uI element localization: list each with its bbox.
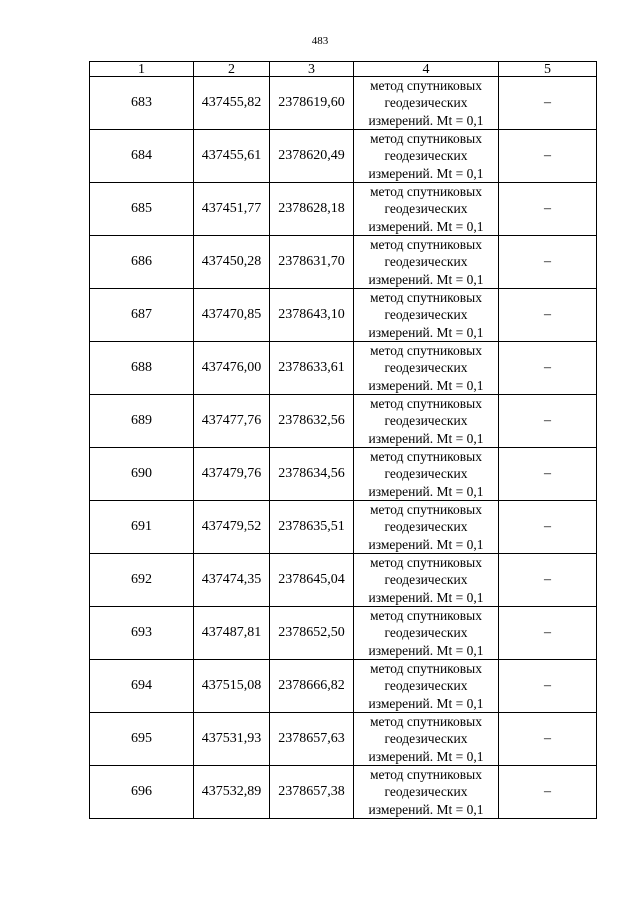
point-number-cell: 689 — [90, 395, 194, 448]
x-coordinate-cell: 437455,82 — [194, 77, 270, 130]
point-number-cell: 688 — [90, 342, 194, 395]
point-number-cell: 692 — [90, 554, 194, 607]
method-cell: метод спутниковых геодезических измерений. Mt = 0,1 — [354, 554, 499, 607]
y-coordinate-cell: 2378631,70 — [270, 236, 354, 289]
y-coordinate-cell: 2378633,61 — [270, 342, 354, 395]
x-coordinate-cell: 437470,85 — [194, 289, 270, 342]
header-row — [90, 62, 597, 77]
table-row — [90, 342, 597, 395]
x-coordinate-cell: 437474,35 — [194, 554, 270, 607]
y-coordinate-cell: 2378657,63 — [270, 713, 354, 766]
table-row — [90, 395, 597, 448]
point-number-cell: 696 — [90, 766, 194, 819]
point-number-cell: 690 — [90, 448, 194, 501]
y-coordinate-cell: 2378619,60 — [270, 77, 354, 130]
table-row — [90, 448, 597, 501]
y-coordinate-cell: 2378657,38 — [270, 766, 354, 819]
column-header-5: 5 — [499, 62, 597, 77]
y-coordinate-cell: 2378620,49 — [270, 130, 354, 183]
y-coordinate-cell: 2378666,82 — [270, 660, 354, 713]
point-number-cell: 687 — [90, 289, 194, 342]
table-body — [90, 77, 597, 819]
x-coordinate-cell: 437450,28 — [194, 236, 270, 289]
page-number: 483 — [311, 35, 329, 47]
table-row — [90, 289, 597, 342]
note-cell: – — [499, 289, 597, 342]
table-row — [90, 554, 597, 607]
point-number-cell: 693 — [90, 607, 194, 660]
note-cell: – — [499, 395, 597, 448]
table-row — [90, 607, 597, 660]
column-header-2: 2 — [194, 62, 270, 77]
point-number-cell: 686 — [90, 236, 194, 289]
table-row — [90, 766, 597, 819]
x-coordinate-cell: 437451,77 — [194, 183, 270, 236]
method-cell: метод спутниковых геодезических измерений. Mt = 0,1 — [354, 342, 499, 395]
y-coordinate-cell: 2378628,18 — [270, 183, 354, 236]
method-cell: метод спутниковых геодезических измерений. Mt = 0,1 — [354, 77, 499, 130]
x-coordinate-cell: 437531,93 — [194, 713, 270, 766]
note-cell: – — [499, 607, 597, 660]
method-cell: метод спутниковых геодезических измерений. Mt = 0,1 — [354, 501, 499, 554]
table-row — [90, 713, 597, 766]
method-cell: метод спутниковых геодезических измерений. Mt = 0,1 — [354, 236, 499, 289]
method-cell: метод спутниковых геодезических измерений. Mt = 0,1 — [354, 183, 499, 236]
x-coordinate-cell: 437487,81 — [194, 607, 270, 660]
x-coordinate-cell: 437476,00 — [194, 342, 270, 395]
table-row — [90, 660, 597, 713]
point-number-cell: 691 — [90, 501, 194, 554]
method-cell: метод спутниковых геодезических измерений. Mt = 0,1 — [354, 289, 499, 342]
method-cell: метод спутниковых геодезических измерений. Mt = 0,1 — [354, 607, 499, 660]
y-coordinate-cell: 2378643,10 — [270, 289, 354, 342]
note-cell: – — [499, 236, 597, 289]
method-cell: метод спутниковых геодезических измерений. Mt = 0,1 — [354, 713, 499, 766]
method-cell: метод спутниковых геодезических измерений. Mt = 0,1 — [354, 395, 499, 448]
y-coordinate-cell: 2378634,56 — [270, 448, 354, 501]
table-row — [90, 183, 597, 236]
coordinates-table — [89, 61, 597, 819]
note-cell: – — [499, 448, 597, 501]
note-cell: – — [499, 554, 597, 607]
table-header — [90, 62, 597, 77]
method-cell: метод спутниковых геодезических измерений. Mt = 0,1 — [354, 660, 499, 713]
y-coordinate-cell: 2378635,51 — [270, 501, 354, 554]
point-number-cell: 695 — [90, 713, 194, 766]
note-cell: – — [499, 183, 597, 236]
table-row — [90, 130, 597, 183]
y-coordinate-cell: 2378645,04 — [270, 554, 354, 607]
y-coordinate-cell: 2378632,56 — [270, 395, 354, 448]
point-number-cell: 694 — [90, 660, 194, 713]
method-cell: метод спутниковых геодезических измерений. Mt = 0,1 — [354, 130, 499, 183]
column-header-3: 3 — [270, 62, 354, 77]
note-cell: – — [499, 501, 597, 554]
table-row — [90, 77, 597, 130]
note-cell: – — [499, 77, 597, 130]
x-coordinate-cell: 437479,52 — [194, 501, 270, 554]
note-cell: – — [499, 713, 597, 766]
table-row — [90, 236, 597, 289]
column-header-1: 1 — [90, 62, 194, 77]
x-coordinate-cell: 437479,76 — [194, 448, 270, 501]
note-cell: – — [499, 766, 597, 819]
note-cell: – — [499, 660, 597, 713]
x-coordinate-cell: 437515,08 — [194, 660, 270, 713]
note-cell: – — [499, 342, 597, 395]
method-cell: метод спутниковых геодезических измерений. Mt = 0,1 — [354, 448, 499, 501]
point-number-cell: 683 — [90, 77, 194, 130]
point-number-cell: 685 — [90, 183, 194, 236]
table-row — [90, 501, 597, 554]
point-number-cell: 684 — [90, 130, 194, 183]
y-coordinate-cell: 2378652,50 — [270, 607, 354, 660]
method-cell: метод спутниковых геодезических измерений. Mt = 0,1 — [354, 766, 499, 819]
x-coordinate-cell: 437477,76 — [194, 395, 270, 448]
note-cell: – — [499, 130, 597, 183]
column-header-4: 4 — [354, 62, 499, 77]
x-coordinate-cell: 437532,89 — [194, 766, 270, 819]
x-coordinate-cell: 437455,61 — [194, 130, 270, 183]
